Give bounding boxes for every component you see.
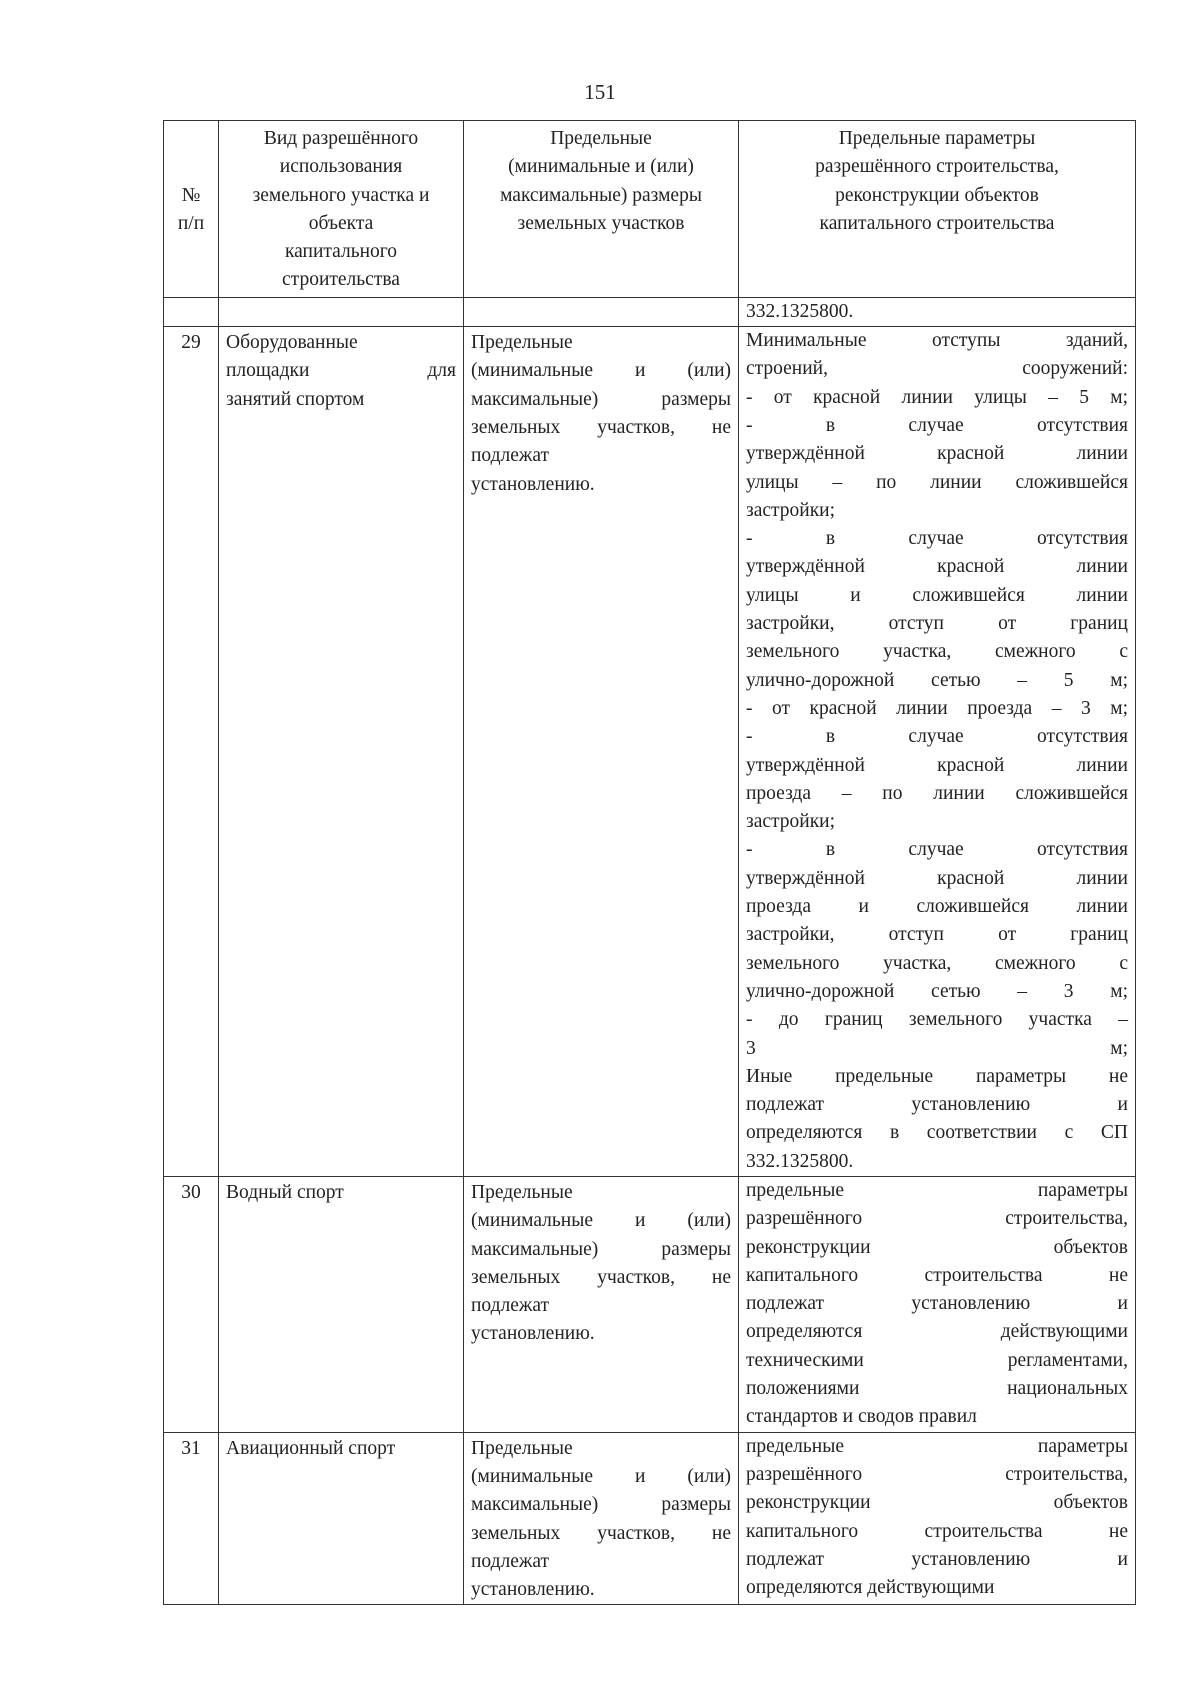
header-size-line: земельных участков — [517, 212, 685, 234]
plot-size-line: Предельные — [471, 1181, 573, 1203]
header-params — [739, 121, 1136, 298]
row-number-cell: 30 — [164, 1176, 219, 1432]
land-use-line: Авиационный спорт — [226, 1437, 396, 1459]
header-params-line: капитального строительства — [819, 212, 1055, 234]
header-params-line: разрешённого строительства, — [815, 156, 1059, 178]
header-use-line: капитального — [284, 241, 398, 263]
params-line: капитального строительства не — [746, 1264, 1128, 1286]
params-line: улично-дорожной сетью – 5 м; — [746, 669, 1128, 691]
plot-size-line: (минимальные и (или) — [471, 1210, 731, 1232]
params-line: 332.1325800. — [746, 1150, 854, 1172]
params-line: Минимальные отступы зданий, — [746, 330, 1128, 352]
params-line: разрешённого строительства, — [746, 1208, 1128, 1230]
header-use — [219, 121, 464, 298]
params-line: техническими регламентами, — [746, 1349, 1128, 1371]
header-size-line: (минимальные и (или) — [508, 156, 694, 178]
plot-size-line: земельных участков, не — [471, 1522, 731, 1544]
land-use-cell — [219, 327, 464, 1177]
plot-size-cell — [464, 327, 739, 1177]
table-header-row — [164, 121, 1136, 298]
table-row — [164, 327, 1136, 1177]
params-line: - в случае отсутствия — [746, 726, 1128, 748]
params-line: утверждённой красной линии — [746, 443, 1128, 465]
params-line: положениями национальных — [746, 1378, 1128, 1400]
continuation-size-cell — [464, 297, 739, 326]
plot-size-line: подлежат — [471, 1295, 550, 1317]
header-size — [464, 121, 739, 298]
params-line: 332.1325800. — [746, 300, 854, 322]
params-line: утверждённой красной линии — [746, 754, 1128, 776]
row-number-cell: 31 — [164, 1432, 219, 1605]
plot-size-line: (минимальные и (или) — [471, 360, 731, 382]
land-use-cell — [219, 1176, 464, 1432]
params-line: разрешённого строительства, — [746, 1463, 1128, 1485]
header-use-line: строительства — [282, 269, 400, 291]
continuation-num-cell — [164, 297, 219, 326]
construction-params-cell — [739, 327, 1136, 1177]
header-use-line: объекта — [308, 212, 374, 234]
params-line: - от красной линии улицы – 5 м; — [746, 386, 1128, 408]
header-use-line: земельного участка и — [252, 184, 430, 206]
params-line: земельного участка, смежного с — [746, 952, 1128, 974]
params-line: проезда и сложившейся линии — [746, 896, 1128, 918]
params-line: застройки; — [746, 811, 836, 833]
params-line: предельные параметры — [746, 1179, 1128, 1201]
params-line: улично-дорожной сетью – 3 м; — [746, 980, 1128, 1002]
params-line: застройки, отступ от границ — [746, 924, 1128, 946]
params-line: - в случае отсутствия — [746, 839, 1128, 861]
header-size-line: максимальные) размеры — [500, 184, 702, 206]
land-use-line: Оборудованные — [226, 332, 358, 354]
plot-size-line: максимальные) размеры — [471, 388, 731, 410]
row-number-cell: 29 — [164, 327, 219, 1177]
params-line: земельного участка, смежного с — [746, 641, 1128, 663]
header-num-line: № — [181, 184, 201, 206]
params-line: 3 м; — [746, 1037, 1128, 1059]
params-line: проезда – по линии сложившейся — [746, 782, 1128, 804]
params-line: Иные предельные параметры не — [746, 1065, 1128, 1087]
construction-params-cell — [739, 1432, 1136, 1605]
params-line: улицы – по линии сложившейся — [746, 471, 1128, 493]
construction-params-cell — [739, 1176, 1136, 1432]
params-line: строений, сооружений: — [746, 358, 1128, 380]
params-line: определяются в соответствии с СП — [746, 1122, 1128, 1144]
params-line: - в случае отсутствия — [746, 528, 1128, 550]
params-line: - до границ земельного участка – — [746, 1009, 1128, 1031]
params-line: определяются действующими — [746, 1321, 1128, 1343]
page-number: 151 — [584, 80, 616, 104]
land-use-line: площадки для — [226, 360, 456, 382]
continuation-row — [164, 297, 1136, 326]
header-size-line: Предельные — [550, 128, 652, 149]
plot-size-line: установлению. — [471, 1323, 595, 1345]
params-line: подлежат установлению и — [746, 1548, 1128, 1570]
plot-size-line: земельных участков, не — [471, 416, 731, 438]
params-line: реконструкции объектов — [746, 1492, 1128, 1514]
params-line: утверждённой красной линии — [746, 867, 1128, 889]
params-line: подлежат установлению и — [746, 1094, 1128, 1116]
header-num-line: п/п — [177, 212, 205, 234]
land-use-line: Водный спорт — [226, 1181, 344, 1203]
continuation-use-cell — [219, 297, 464, 326]
params-line: застройки, отступ от границ — [746, 613, 1128, 635]
header-num — [164, 121, 219, 298]
header-use-line: использования — [279, 156, 403, 178]
plot-size-line: максимальные) размеры — [471, 1494, 731, 1516]
params-line: реконструкции объектов — [746, 1236, 1128, 1258]
plot-size-cell — [464, 1432, 739, 1605]
plot-size-line: установлению. — [471, 1579, 595, 1601]
zoning-table — [163, 120, 1136, 1605]
params-line: предельные параметры — [746, 1435, 1128, 1457]
plot-size-line: Предельные — [471, 1437, 573, 1459]
plot-size-line: (минимальные и (или) — [471, 1465, 731, 1487]
plot-size-line: Предельные — [471, 332, 573, 354]
params-line: подлежат установлению и — [746, 1293, 1128, 1315]
land-use-cell — [219, 1432, 464, 1605]
plot-size-line: максимальные) размеры — [471, 1238, 731, 1260]
params-line: улицы и сложившейся линии — [746, 584, 1128, 606]
plot-size-line: земельных участков, не — [471, 1266, 731, 1288]
params-line: капитального строительства не — [746, 1520, 1128, 1542]
table-row — [164, 1432, 1136, 1605]
params-line: - в случае отсутствия — [746, 414, 1128, 436]
params-line: определяются действующими — [746, 1577, 995, 1599]
continuation-params-cell — [739, 297, 1136, 326]
params-line: стандартов и сводов правил — [746, 1406, 977, 1428]
params-line: - от красной линии проезда – 3 м; — [746, 697, 1128, 719]
land-use-line: занятий спортом — [226, 388, 365, 410]
header-use-line: Вид разрешённого — [263, 128, 419, 149]
plot-size-line: установлению. — [471, 473, 595, 495]
table-row — [164, 1176, 1136, 1432]
plot-size-line: подлежат — [471, 1550, 550, 1572]
header-params-line: Предельные параметры — [838, 128, 1036, 149]
plot-size-line: подлежат — [471, 445, 550, 467]
params-line: утверждённой красной линии — [746, 556, 1128, 578]
plot-size-cell — [464, 1176, 739, 1432]
params-line: застройки; — [746, 499, 836, 521]
header-params-line: реконструкции объектов — [835, 184, 1039, 206]
